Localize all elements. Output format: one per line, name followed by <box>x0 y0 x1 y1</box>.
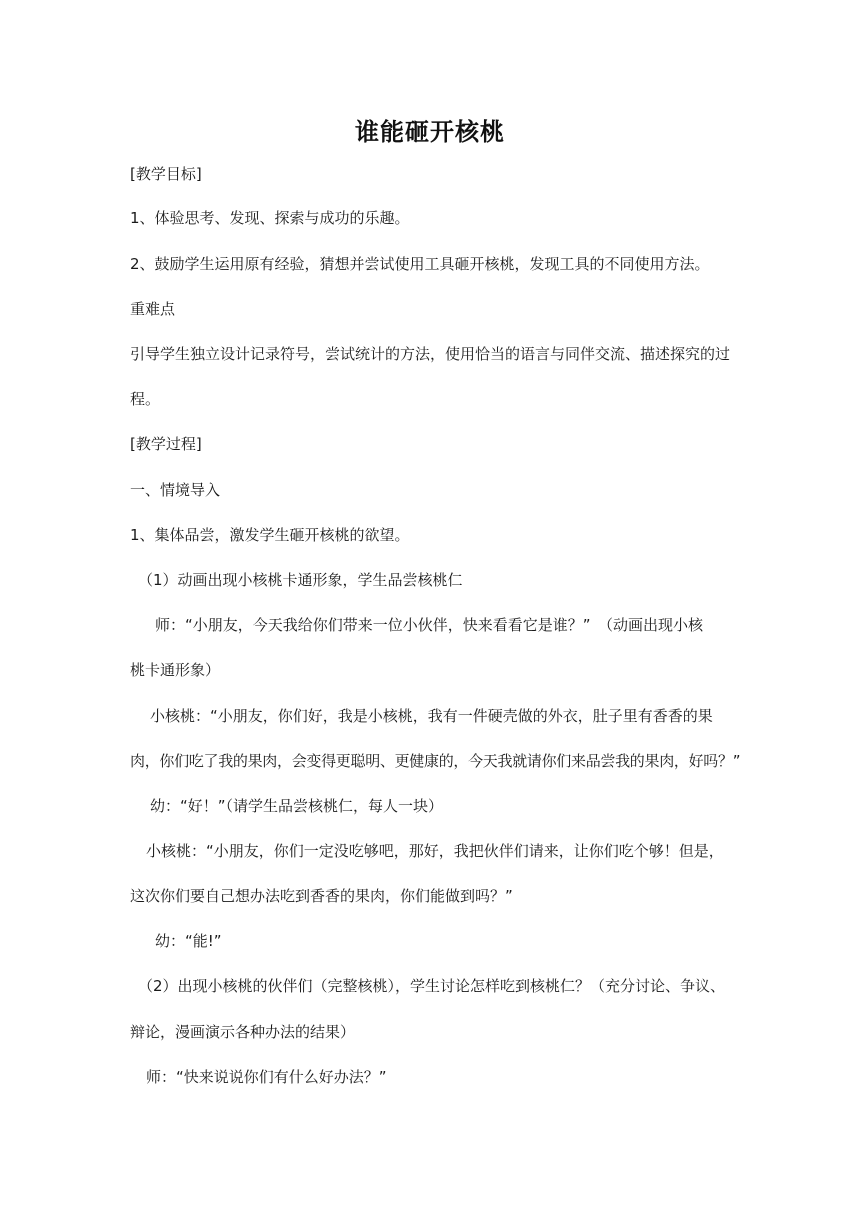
dialogue-walnut-1: 小核桃：“小朋友，你们好，我是小核桃，我有一件硬壳做的外衣，肚子里有香香的果 <box>150 707 713 725</box>
dialogue-teacher-1: 师：“小朋友，今天我给你们带来一位小伙伴，快来看看它是谁？” （动画出现小核 <box>155 616 704 634</box>
section-heading-key-points: 重难点 <box>130 300 176 318</box>
step-heading-1: 1、集体品尝，激发学生砸开核桃的欲望。 <box>130 526 410 544</box>
dialogue-walnut-2: 小核桃：“小朋友，你们一定没吃够吧，那好，我把伙伴们请来，让你们吃个够！但是， <box>146 842 724 860</box>
dialogue-teacher-2: 师：“快来说说你们有什么好办法？” <box>146 1068 387 1086</box>
dialogue-walnut-2-continued: 这次你们要自己想办法吃到香香的果肉，你们能做到吗？” <box>130 887 513 905</box>
substep-2-continued: 辩论，漫画演示各种办法的结果） <box>130 1023 356 1041</box>
dialogue-child-1: 幼：“好！”（请学生品尝核桃仁，每人一块） <box>150 797 444 815</box>
objective-item-1: 1、体验思考、发现、探索与成功的乐趣。 <box>130 209 410 227</box>
key-points-text-continued: 程。 <box>130 390 161 408</box>
substep-2: （2）出现小核桃的伙伴们（完整核桃），学生讨论怎样吃到核桃仁？（充分讨论、争议、 <box>138 977 726 995</box>
document-title: 谁能砸开核桃 <box>355 118 505 146</box>
dialogue-teacher-1-continued: 桃卡通形象） <box>130 661 221 679</box>
key-points-text: 引导学生独立设计记录符号，尝试统计的方法，使用恰当的语言与同伴交流、描述探究的过 <box>130 345 731 363</box>
section-heading-process: [教学过程] <box>130 435 202 453</box>
objective-item-2: 2、鼓励学生运用原有经验，猜想并尝试使用工具砸开核桃，发现工具的不同使用方法。 <box>130 255 710 273</box>
substep-1: （1）动画出现小核桃卡通形象，学生品尝核桃仁 <box>138 571 463 589</box>
section-heading-objectives: [教学目标] <box>130 165 202 183</box>
dialogue-walnut-1-continued: 肉，你们吃了我的果肉，会变得更聪明、更健康的，今天我就请你们来品尝我的果肉，好吗？” <box>130 752 741 770</box>
dialogue-child-2: 幼：“能!” <box>155 932 222 950</box>
subsection-heading-intro: 一、情境导入 <box>130 481 221 499</box>
